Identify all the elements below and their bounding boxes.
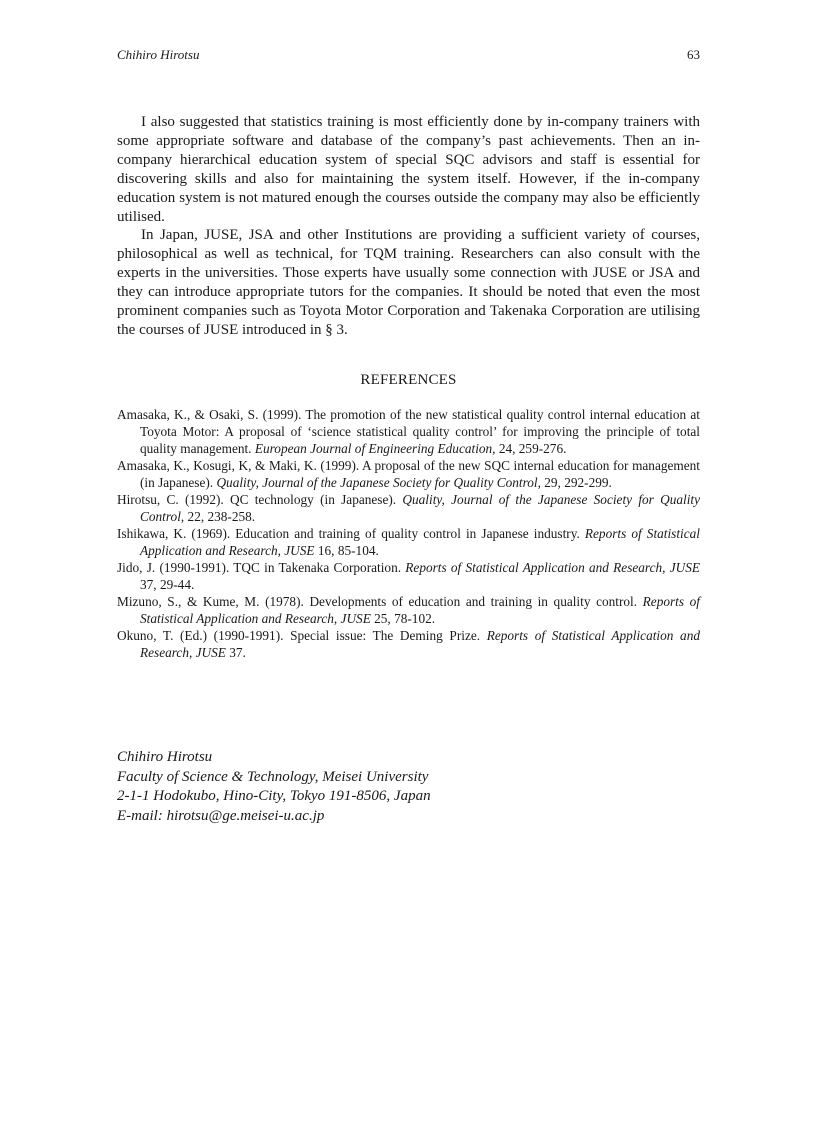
reference-text: , 29, 292-299.	[537, 475, 612, 490]
reference-journal: Reports of Statistical Application and Research, JUSE	[140, 628, 700, 660]
address-email: E-mail: hirotsu@ge.meisei-u.ac.jp	[117, 807, 325, 824]
reference-text: , 22, 238-258.	[180, 509, 256, 524]
paragraph: I also suggested that statistics training is most efficiently done by in-company trainers with some appropriate software and database of the company’s past achievements. Then an in-company hierarchical education system of special SQC advisors and staff is essential for discovering skills and also for maintaining the system itself. However, if the in-company education system is not matured enough the courses outside the company may also be efficiently utilised.	[117, 114, 700, 225]
reference-text: 24, 259-276.	[495, 441, 567, 456]
reference-journal: Quality, Journal of the Japanese Society for Quality Control	[140, 492, 700, 524]
reference-journal: Reports of Statistical Application and Research, JUSE	[405, 560, 700, 575]
reference-text: 37, 29-44.	[140, 577, 195, 592]
reference-text: 25, 78-102.	[370, 611, 436, 626]
reference-item	[117, 525, 700, 559]
reference-text: Hirotsu, C. (1992). QC technology (in Japanese).	[117, 492, 403, 507]
address-street: 2-1-1 Hodokubo, Hino-City, Tokyo 191-8506, Japan	[117, 788, 431, 805]
page-number: 63	[687, 47, 700, 62]
reference-item	[117, 559, 700, 593]
address-name: Chihiro Hirotsu	[117, 749, 213, 765]
reference-text: Mizuno, S., & Kume, M. (1978). Developments of education and training in quality control.	[117, 594, 643, 609]
reference-item	[117, 593, 700, 627]
reference-journal: European Journal of Engineering Education,	[254, 441, 496, 456]
reference-journal: Reports of Statistical Application and Research, JUSE	[140, 594, 700, 626]
reference-list	[117, 406, 700, 661]
reference-item	[117, 457, 700, 491]
reference-item	[117, 627, 700, 661]
reference-journal: Quality, Journal of the Japanese Society for Quality Control	[216, 475, 538, 490]
reference-text: Amasaka, K., Kosugi, K, & Maki, K. (1999). A proposal of the new SQC internal education for management (in Japanese).	[117, 458, 700, 490]
paragraph: In Japan, JUSE, JSA and other Institutions are providing a sufficient variety of courses, philosophical as well as technical, for TQM training. Researchers can also consult with the experts in the universities. Those experts have usually some connection with JUSE or JSA and they can introduce appropriate tutors for the companies. It should be noted that even the most prominent companies such as Toyota Motor Corporation and Takenaka Corporation are utilising the courses of JUSE introduced in § 3.	[117, 227, 700, 338]
body-text	[117, 113, 700, 340]
reference-text: 37.	[225, 645, 246, 660]
reference-item	[117, 406, 700, 457]
reference-journal: Reports of Statistical Application and Research, JUSE	[140, 526, 700, 558]
reference-text: Jido, J. (1990-1991). TQC in Takenaka Corporation.	[117, 560, 406, 575]
reference-text: Ishikawa, K. (1969). Education and training of quality control in Japanese industry.	[117, 526, 585, 541]
reference-text: Okuno, T. (Ed.) (1990-1991). Special issue: The Deming Prize.	[117, 628, 487, 643]
address-affiliation: Faculty of Science & Technology, Meisei University	[117, 768, 429, 785]
reference-item	[117, 491, 700, 525]
reference-text: Amasaka, K., & Osaki, S. (1999). The promotion of the new statistical quality control internal education at Toyota Motor: A proposal of ‘science statistical quality control’ for improving the principle of total quality management.	[117, 407, 700, 456]
header-author: Chihiro Hirotsu	[117, 47, 200, 62]
references-heading: REFERENCES	[360, 372, 457, 388]
reference-text: 16, 85-104.	[314, 543, 379, 558]
author-address	[117, 748, 700, 826]
